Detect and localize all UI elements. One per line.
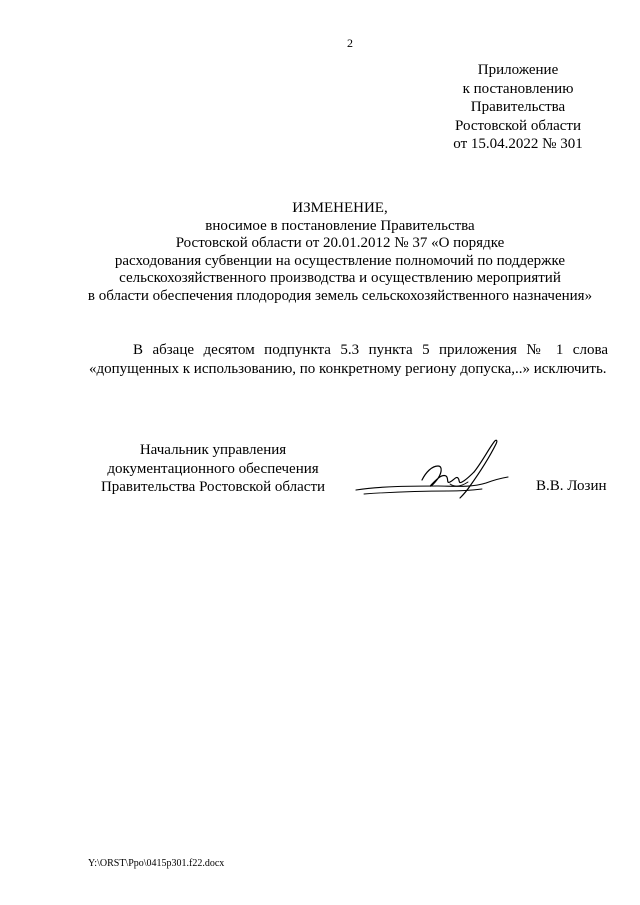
appendix-line: к постановлению [462,80,574,97]
heading-line: расходования субвенции на осуществление полномочий по поддержке [114,252,566,269]
heading-line: сельскохозяйственного производства и осуществлению мероприятий [119,270,561,286]
appendix-header [440,61,596,154]
signer-position-line: Правительства Ростовской области [100,479,326,495]
heading-line: в области обеспечения плодородия земель сельскохозяйственного назначения» [87,287,593,304]
signer-position [88,441,338,497]
appendix-line: от 15.04.2022 № 301 [453,136,583,152]
heading-line: вносимое в постановление Правительства [205,217,475,234]
document-heading [60,200,620,305]
signer-position-line: Начальник управления [139,442,287,458]
handwritten-signature [352,436,512,504]
appendix-line: Ростовской области [455,117,581,134]
signer-position-line: документационного обеспечения [107,460,319,477]
body-paragraph: В абзаце десятом подпункта 5.3 пункта 5 приложения № 1 слова «допущенных к использованию, по конкретному региону допуска,..» исключить. [89,342,608,377]
heading-line: Ростовской области от 20.01.2012 № 37 «О порядке [175,235,505,251]
file-path: Y:\ORST\Ppo\0415p301.f22.docx [88,858,225,869]
appendix-line: Правительства [470,99,566,115]
signer-name: В.В. Лозин [536,478,607,494]
appendix-line: Приложение [477,62,559,78]
page-number: 2 [347,36,353,50]
heading-title: ИЗМЕНЕНИЕ, [292,200,388,216]
